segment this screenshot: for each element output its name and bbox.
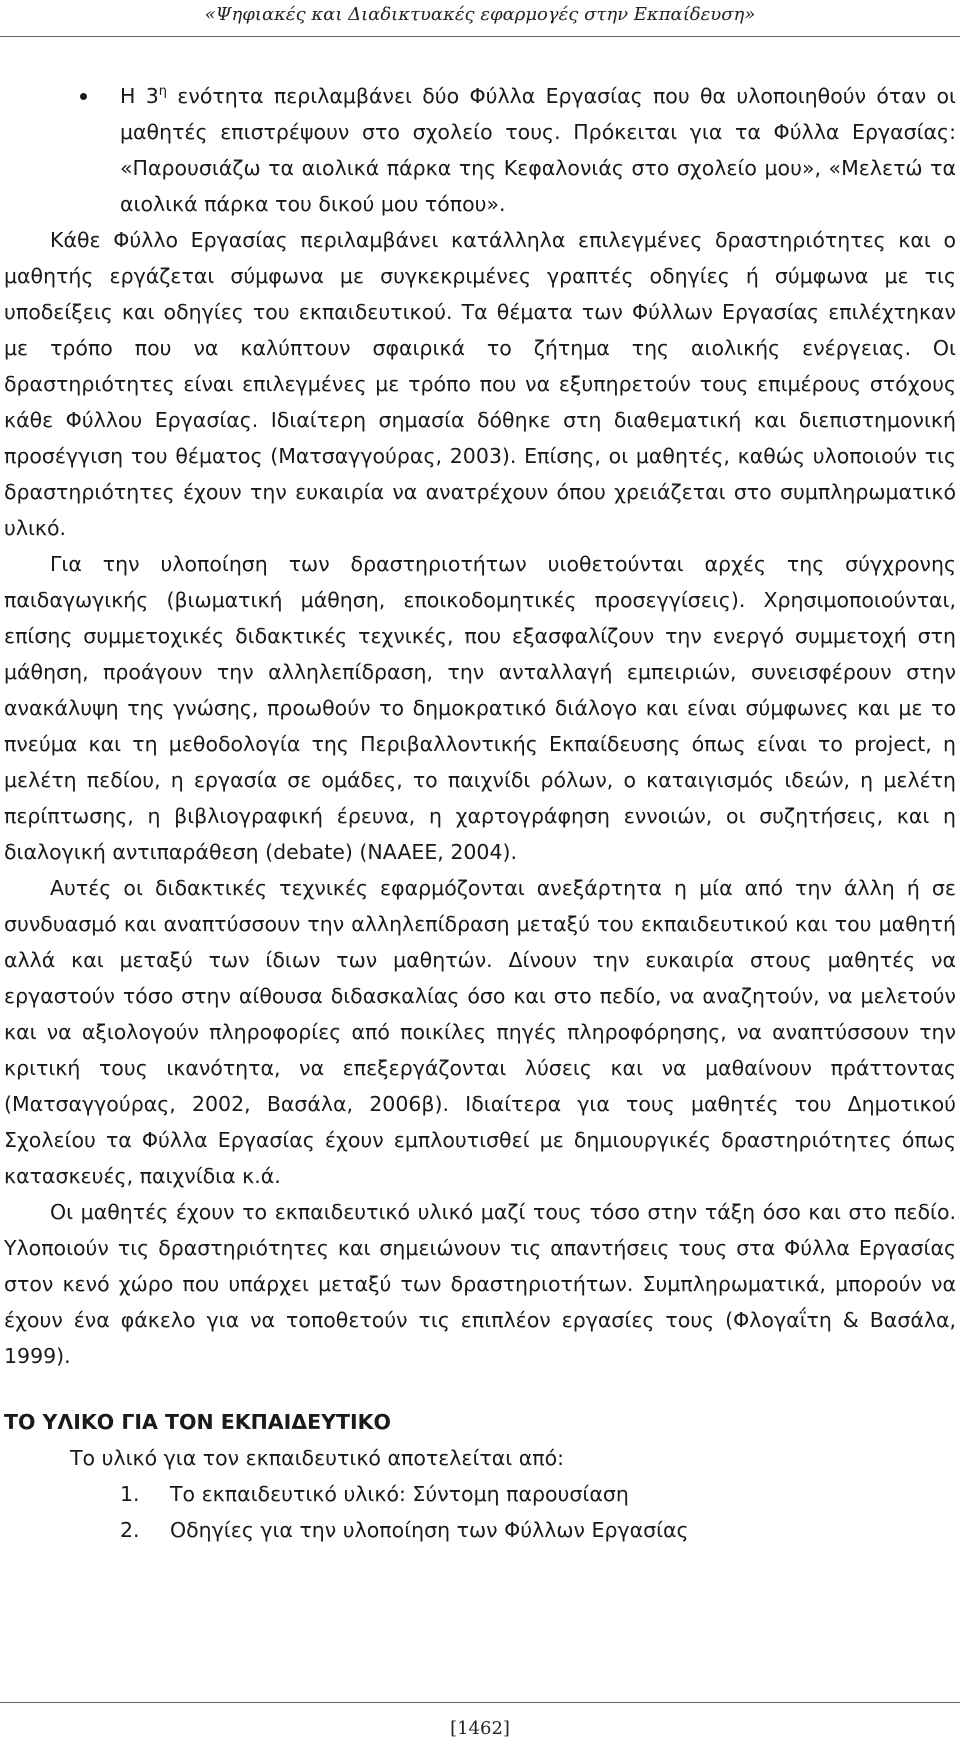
paragraph-pedagogy: Για την υλοποίηση των δραστηριοτήτων υιοθετούνται αρχές της σύγχρονης παιδαγωγικής (βιωματική μάθηση, εποικοδομητικές προσεγγίσεις). Χρησιμοποιούνται, επίσης συμμετοχικές διδακτικές τεχνικές, που εξασφαλίζουν την ενεργό συμμετοχή στη μάθηση, προάγουν την αλληλεπίδραση, την ανταλλαγή εμπειριών, συνεισφέρουν στην ανακάλυψη της γνώσης, προωθούν το δημοκρατικό διάλογο και είναι σύμφωνες και με το πνεύμα και τη μεθοδολογία της Περιβαλλοντικής Εκπαίδευσης όπως είναι το project, η μελέτη πεδίου, η εργασία σε ομάδες, το παιχνίδι ρόλων, ο καταιγισμός ιδεών, η μελέτη περίπτωσης, η βιβλιογραφική έρευνα, η χαρτογράφηση εννοιών, οι συζητήσεις, και η διαλογική αντιπαράθεση (debate) (NAAEE, 2004). [4,552,956,864]
list-item-number: 2. [120,1518,140,1542]
list-item [4,1512,956,1548]
list-item-text: Το εκπαιδευτικό υλικό: Σύντομη παρουσίαση [170,1482,629,1506]
page-number: [1462] [450,1718,510,1739]
list-item-text: Οδηγίες για την υλοποίηση των Φύλλων Εργασίας [170,1518,689,1542]
numbered-list [4,1476,956,1548]
footer-divider [0,1702,960,1703]
bullet-dot-icon [80,93,87,100]
paragraph-worksheets: Κάθε Φύλλο Εργασίας περιλαμβάνει κατάλληλα επιλεγμένες δραστηριότητες και ο μαθητής εργάζεται σύμφωνα με συγκεκριμένες γραπτές οδηγίες ή σύμφωνα με τις υποδείξεις και οδηγίες του εκπαιδευτικού. Τα θέματα των Φύλλων Εργασίας επιλέχτηκαν με τρόπο που να καλύπτουν σφαιρικά το ζήτημα της αιολικής ενέργειας. Οι δραστηριότητες είναι επιλεγμένες με τρόπο που να εξυπηρετούν τους επιμέρους στόχους κάθε Φύλλου Εργασίας. Ιδιαίτερη σημασία δόθηκε στη διαθεματική και διεπιστημονική προσέγγιση του θέματος (Ματσαγγούρας, 2003). Επίσης, οι μαθητές, καθώς υλοποιούν τις δραστηριότητες έχουν την ευκαιρία να ανατρέχουν όπου χρειάζεται στο συμπληρωματικό υλικό. [4,228,956,540]
bullet-text: Η $3^\eta$ ενότητα περιλαμβάνει δύο Φύλλα Εργασίας που θα υλοποιηθούν όταν οι μαθητές επιστρέψουν στο σχολείο τους. Πρόκειται για τα Φύλλα Εργασίας: «Παρουσιάζω τα αιολικά πάρκα της Κεφαλονιάς στο σχολείο μου», «Μελετώ τα αιολικά πάρκα του δικού μου τόπου». [120,84,956,216]
section-heading: ΤΟ ΥΛΙΚΟ ΓΙΑ ΤΟΝ ΕΚΠΑΙΔΕΥΤΙΚΟ [4,1410,391,1434]
running-header: «Ψηφιακές και Διαδικτυακές εφαρμογές στην Εκπαίδευση» [204,4,756,25]
list-item [4,1476,956,1512]
bullet-item [4,78,956,222]
paragraph-techniques: Αυτές οι διδακτικές τεχνικές εφαρμόζονται ανεξάρτητα η μία από την άλλη ή σε συνδυασμό και αναπτύσσουν την αλληλεπίδραση μεταξύ του εκπαιδευτικού και του μαθητή αλλά και μεταξύ των ίδιων των μαθητών. Δίνουν την ευκαιρία στους μαθητές να εργαστούν τόσο στην αίθουσα διδασκαλίας όσο και στο πεδίο, να αναζητούν, να μελετούν και να αξιολογούν πληροφορίες από ποικίλες πηγές πληροφόρησης, να αναπτύσσουν την κριτική τους ικανότητα, να επεξεργάζονται λύσεις και να μαθαίνουν πράττοντας (Ματσαγγούρας, 2002, Βασάλα, 2006β). Ιδιαίτερα για τους μαθητές του Δημοτικού Σχολείου τα Φύλλα Εργασίας έχουν εμπλουτισθεί με δημιουργικές δραστηριότητες όπως κατασκευές, παιχνίδια κ.ά. [4,876,956,1188]
document-body [4,78,956,1548]
paragraph-materials: Οι μαθητές έχουν το εκπαιδευτικό υλικό μαζί τους τόσο στην τάξη όσο και στο πεδίο. Υλοποιούν τις δραστηριότητες και σημειώνουν τις απαντήσεις τους στα Φύλλα Εργασίας στον κενό χώρο που υπάρχει μεταξύ των δραστηριοτήτων. Συμπληρωματικά, μπορούν να έχουν ένα φάκελο για να τοποθετούν τις επιπλέον εργασίες τους (Φλογαΐτη & Βασάλα, 1999). [4,1200,956,1368]
section-intro: Το υλικό για τον εκπαιδευτικό αποτελείται από: [70,1446,565,1470]
header-divider [0,36,960,37]
list-item-number: 1. [120,1482,140,1506]
